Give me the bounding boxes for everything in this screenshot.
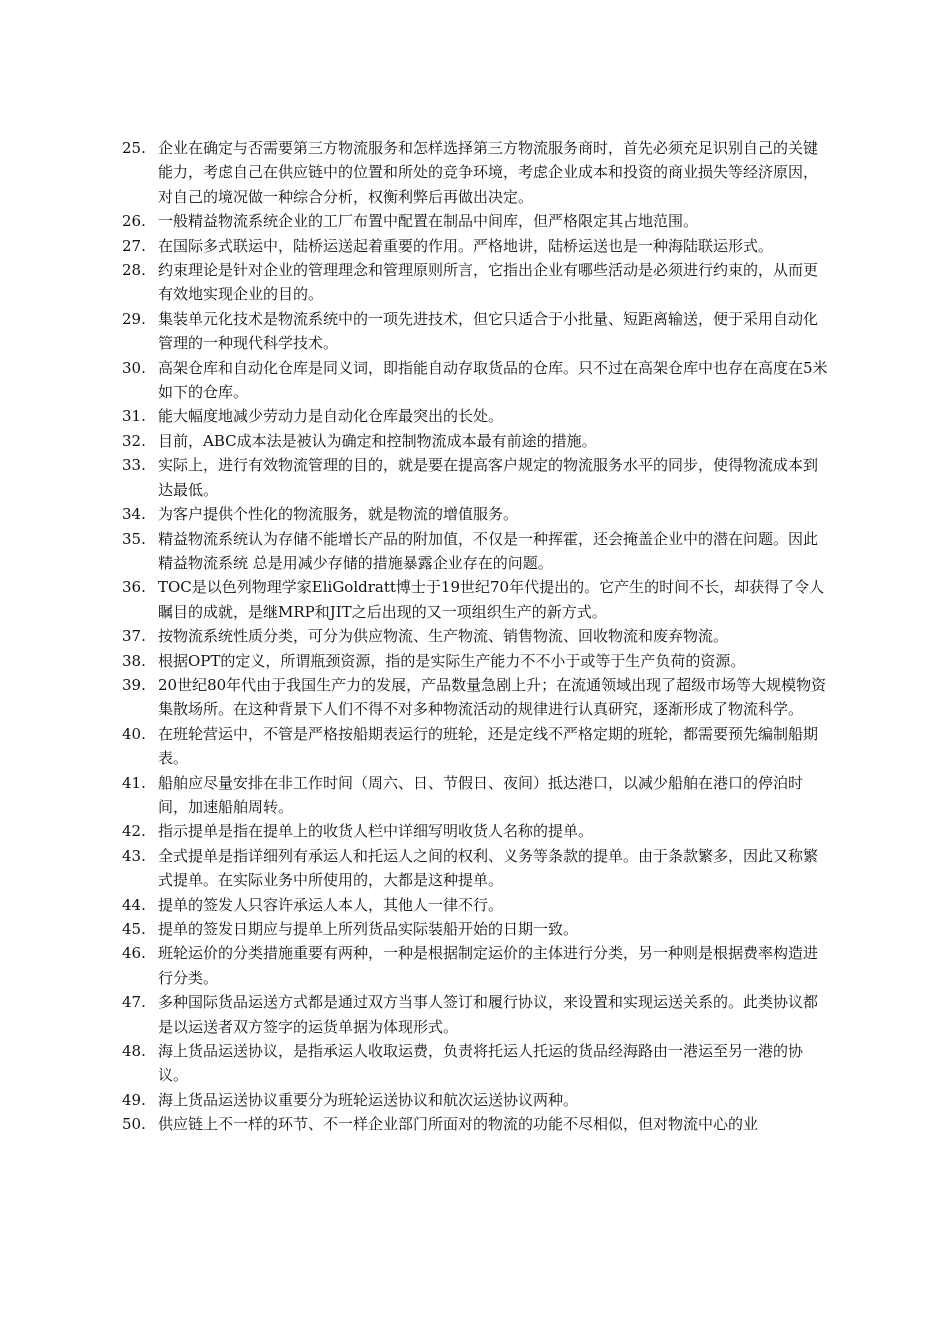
item-text: 海上货品运送协议重要分为班轮运送协议和航次运送协议两种。	[158, 1090, 579, 1109]
item-text: 指示提单是指在提单上的收货人栏中详细写明收货人名称的提单。	[158, 822, 594, 841]
list-item	[122, 429, 828, 453]
list-item	[122, 624, 828, 648]
list-item	[122, 404, 828, 428]
list-item	[122, 893, 828, 917]
item-number: 27.	[122, 236, 146, 255]
item-text: 海上货品运送协议，是指承运人收取运费，负责将托运人托运的货品经海路由一港运至另一港的协议。	[158, 1042, 804, 1085]
item-number: 40.	[122, 724, 146, 743]
item-number: 30.	[122, 358, 146, 377]
item-text: 在班轮营运中，不管是严格按船期表运行的班轮，还是定线不严格定期的班轮，都需要预先编制船期表。	[158, 724, 819, 768]
item-number: 49.	[122, 1090, 146, 1109]
list-item	[122, 502, 828, 526]
list-item	[122, 722, 828, 771]
item-number: 29.	[122, 309, 146, 328]
item-number: 28.	[122, 261, 146, 280]
list-item	[122, 575, 828, 624]
item-text: 实际上，进行有效物流管理的目的，就是要在提高客户规定的物流服务水平的同步，使得物流成本到达最低。	[158, 456, 819, 499]
item-number: 33.	[122, 456, 146, 475]
item-text: 按物流系统性质分类，可分为供应物流、生产物流、销售物流、回收物流和废弃物流。	[158, 627, 729, 646]
list-item	[122, 1088, 828, 1112]
list-item	[122, 844, 828, 893]
list-item	[122, 1112, 828, 1136]
item-number: 26.	[122, 212, 146, 231]
list-item	[122, 527, 828, 576]
item-text: 精益物流系统认为存储不能增长产品的附加值，不仅是一种挥霍，还会掩盖企业中的潜在问题。因此精益物流系统 总是用减少存储的措施暴露企业存在的问题。	[158, 529, 819, 572]
item-text: 班轮运价的分类措施重要有两种，一种是根据制定运价的主体进行分类，另一种则是根据费率构造进行分类。	[158, 944, 819, 987]
item-text: 为客户提供个性化的物流服务，就是物流的增值服务。	[158, 505, 519, 524]
item-text: 提单的签发日期应与提单上所列货品实际装船开始的日期一致。	[158, 920, 579, 938]
item-number: 41.	[122, 773, 146, 792]
item-number: 37.	[122, 627, 146, 646]
item-text: 多种国际货品运送方式都是通过双方当事人签订和履行协议，来设置和实现运送关系的。此类协议都是以运送者双方签字的运货单据为体现形式。	[158, 993, 819, 1036]
item-text: 根据OPT的定义，所谓瓶颈资源，指的是实际生产能力不不小于或等于生产负荷的资源。	[158, 651, 746, 670]
item-number: 25.	[122, 139, 146, 157]
list-item	[122, 1039, 828, 1088]
item-text: 集装单元化技术是物流系统中的一项先进技术，但它只适合于小批量、短距离输送，便于采用自动化管理的一种现代科学技术。	[158, 309, 819, 353]
item-number: 47.	[122, 993, 146, 1012]
item-number: 39.	[122, 675, 146, 694]
item-number: 38.	[122, 651, 146, 670]
item-number: 44.	[122, 895, 146, 914]
item-text: 在国际多式联运中，陆桥运送起着重要的作用。严格地讲，陆桥运送也是一种海陆联运形式。	[158, 236, 774, 255]
item-number: 34.	[122, 505, 146, 524]
list-item	[122, 453, 828, 502]
item-number: 43.	[122, 846, 146, 865]
item-text: 全式提单是指详细列有承运人和托运人之间的权利、义务等条款的提单。由于条款繁多，因此又称繁式提单。在实际业务中所使用的，大都是这种提单。	[158, 846, 819, 890]
list-item	[122, 771, 828, 820]
item-number: 32.	[122, 431, 146, 450]
list-item	[122, 209, 828, 233]
item-number: 50.	[122, 1115, 146, 1134]
item-text: 船舶应尽量安排在非工作时间（周六、日、节假日、夜间）抵达港口，以减少船舶在港口的停泊时间，加速船舶周转。	[158, 773, 804, 816]
item-text: TOC是以色列物理学家EliGoldratt博士于19世纪70年代提出的。它产生的时间不长，却获得了令人瞩目的成就，是继MRP和JIT之后出现的又一项组织生产的新方式。	[158, 578, 825, 621]
list-item	[122, 136, 828, 209]
item-number: 36.	[122, 578, 146, 597]
list-item	[122, 356, 828, 405]
item-number: 42.	[122, 822, 146, 841]
list-item	[122, 819, 828, 843]
item-text: 企业在确定与否需要第三方物流服务和怎样选择第三方物流服务商时，首先必须充足识别自己的关键能力，考虑自己在供应链中的位置和所处的竞争环境，考虑企业成本和投资的商业损失等经济原因，对自己的境况做一种综合分析，权衡利弊后再做出决定。	[158, 139, 819, 206]
item-number: 46.	[122, 944, 146, 963]
list-item	[122, 917, 828, 941]
item-text: 高架仓库和自动化仓库是同义词，即指能自动存取货品的仓库。只不过在高架仓库中也存在高度在5米如下的仓库。	[158, 358, 828, 402]
item-number: 48.	[122, 1042, 146, 1061]
item-text: 目前，ABC成本法是被认为确定和控制物流成本最有前途的措施。	[158, 431, 597, 450]
list-item	[122, 307, 828, 356]
item-text: 约束理论是针对企业的管理理念和管理原则所言，它指出企业有哪些活动是必须进行约束的，从而更有效地实现企业的目的。	[158, 261, 819, 304]
item-number: 35.	[122, 529, 146, 548]
item-text: 供应链上不一样的环节、不一样企业部门所面对的物流的功能不尽相似，但对物流中心的业	[158, 1115, 759, 1134]
list-item	[122, 649, 828, 673]
item-number: 45.	[122, 920, 146, 938]
question-list	[122, 136, 828, 1137]
item-text: 20世纪80年代由于我国生产力的发展，产品数量急剧上升；在流通领域出现了超级市场等大规模物资集散场所。在这种背景下人们不得不对多种物流活动的规律进行认真研究，逐渐形成了物流科学。	[158, 675, 827, 719]
list-item	[122, 941, 828, 990]
list-item	[122, 234, 828, 258]
item-text: 提单的签发人只容许承运人本人，其他人一律不行。	[158, 895, 504, 914]
item-text: 一般精益物流系统企业的工厂布置中配置在制品中间库，但严格限定其占地范围。	[158, 212, 699, 231]
item-number: 31.	[122, 407, 146, 426]
list-item	[122, 990, 828, 1039]
item-text: 能大幅度地减少劳动力是自动化仓库最突出的长处。	[158, 407, 504, 426]
list-item	[122, 258, 828, 307]
list-item	[122, 673, 828, 722]
